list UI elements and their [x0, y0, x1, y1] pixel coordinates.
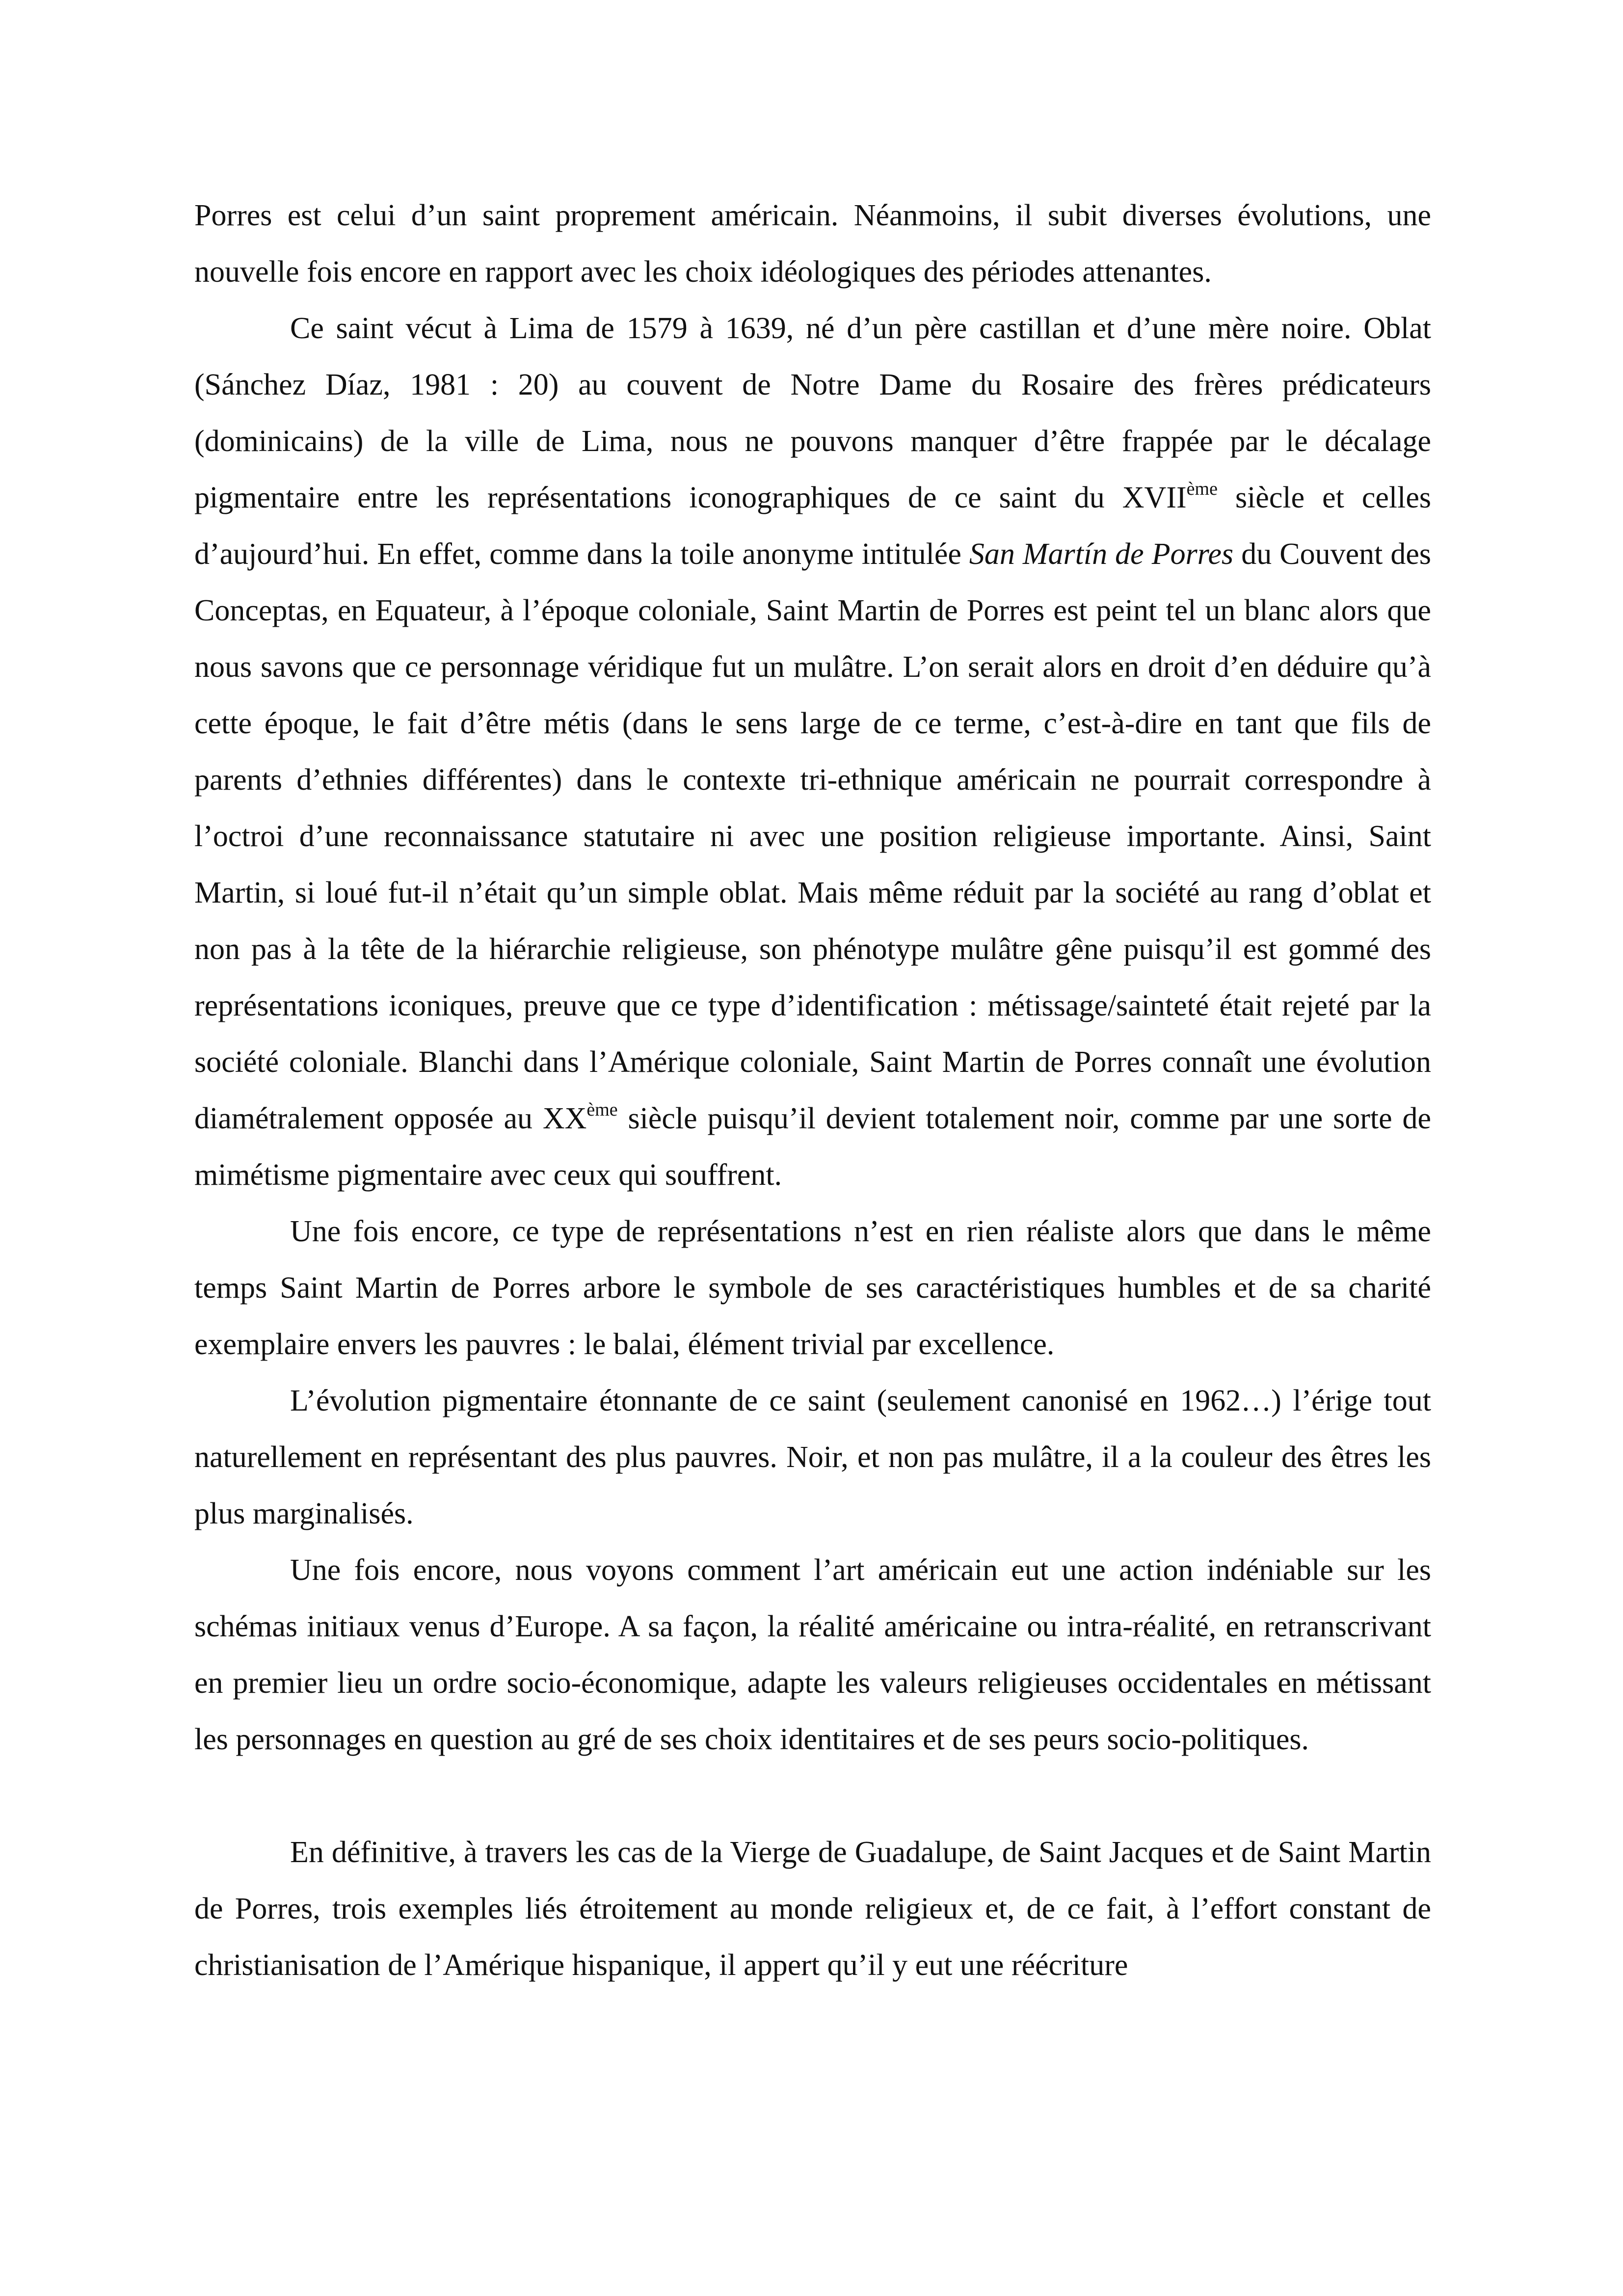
document-page — [194, 187, 1431, 1994]
superscript-eme-20: ème — [586, 1099, 618, 1120]
paragraph-6: En définitive, à travers les cas de la Vierge de Guadalupe, de Saint Jacques et de Saint Martin de Porres, trois exemples liés étroitement au monde religieux et, de ce fait, à l’effort constant de christianisation de l’Amérique hispanique, il appert qu’il y eut une réécriture — [194, 1836, 1431, 1982]
paragraph-4: L’évolution pigmentaire étonnante de ce saint (seulement canonisé en 1962…) l’érige tout naturellement en représentant des plus pauvres. Noir, et non pas mulâtre, il a la couleur des êtres les plus marginalisés. — [194, 1384, 1431, 1530]
paragraph-2-part-d: siècle puisqu’il devient totalement noir, comme par une sorte de mimétisme pigmentaire avec ceux qui souffrent. — [194, 1102, 1432, 1192]
paragraph-1: Porres est celui d’un saint proprement américain. Néanmoins, il subit diverses évolutions, une nouvelle fois encore en rapport avec les choix idéologiques des périodes attenantes. — [194, 199, 1431, 289]
superscript-eme-17: ème — [1186, 479, 1218, 499]
paragraph-gap — [194, 1768, 1431, 1824]
paragraph-2 — [194, 300, 1431, 1203]
paragraph-3: Une fois encore, ce type de représentations n’est en rien réaliste alors que dans le même temps Saint Martin de Porres arbore le symbole de ses caractéristiques humbles et de sa charité exemplaire envers les pauvres : le balai, élément trivial par excellence. — [194, 1215, 1431, 1361]
paragraph-5: Une fois encore, nous voyons comment l’art américain eut une action indéniable sur les schémas initiaux venus d’Europe. A sa façon, la réalité américaine ou intra-réalité, en retranscrivant en premier lieu un ordre socio-économique, adapte les valeurs religieuses occidentales en métissant les personnages en question au gré de ses choix identitaires et de ses peurs socio-politiques. — [194, 1553, 1431, 1756]
paragraph-2-part-b: siècle et celles d’aujourd’hui. En effet, comme dans la toile anonyme intitulée — [194, 481, 1432, 571]
artwork-title: San Martín de Porres — [969, 537, 1234, 571]
paragraph-2-part-c: du Couvent des Conceptas, en Equateur, à l’époque coloniale, Saint Martin de Porres est peint tel un blanc alors que nous savons que ce personnage véridique fut un mulâtre. L’on serait alors en droit d’en déduire qu’à cette époque, le fait d’être métis (dans le sens large de ce terme, c’est-à-dire en tant que fils de parents d’ethnies différentes) dans le contexte tri-ethnique américain ne pourrait correspondre à l’octroi d’une reconnaissance statutaire ni avec une position religieuse importante. Ainsi, Saint Martin, si loué fut-il n’était qu’un simple oblat. Mais même réduit par la société au rang d’oblat et non pas à la tête de la hiérarchie religieuse, son phénotype mulâtre gêne puisqu’il est gommé des représentations iconiques, preuve que ce type d’identification : métissage/sainteté était rejeté par la société coloniale. Blanchi dans l’Amérique coloniale, Saint Martin de Porres connaît une évolution diamétralement opposée au XX — [194, 537, 1431, 1135]
paragraph-2-part-a: Ce saint vécut à Lima de 1579 à 1639, né d’un père castillan et d’une mère noire. Oblat (Sánchez Díaz, 1981 : 20) au couvent de Notre Dame du Rosaire des frères prédicateurs (dominicains) de la ville de Lima, nous ne pouvons manquer d’être frappée par le décalage pigmentaire entre les représentations iconographiques de ce saint du XVII — [194, 312, 1431, 514]
